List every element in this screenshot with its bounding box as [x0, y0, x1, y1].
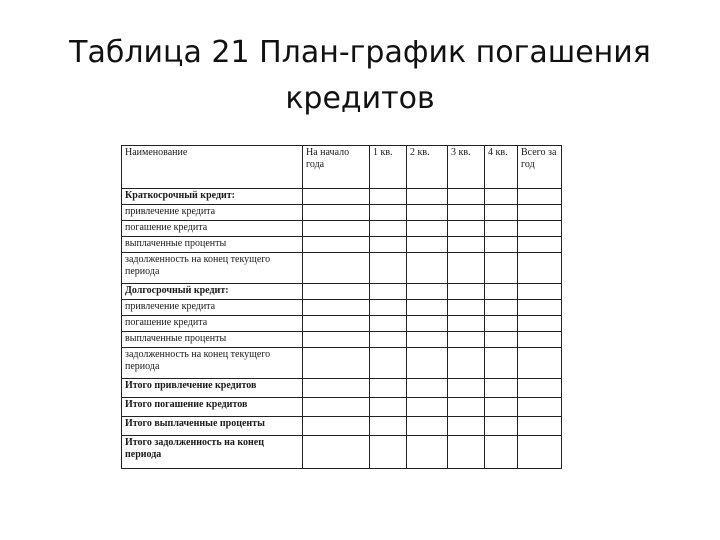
table-row [122, 189, 562, 205]
slide-title-line-2: кредитов [285, 81, 435, 116]
empty-cell [303, 237, 370, 253]
empty-cell [370, 205, 407, 221]
empty-cell [303, 300, 370, 316]
empty-cell [448, 221, 485, 237]
slide-title [0, 30, 720, 122]
empty-cell [518, 348, 562, 379]
empty-cell [370, 436, 407, 469]
empty-cell [407, 316, 448, 332]
empty-cell [485, 253, 518, 284]
empty-cell [303, 379, 370, 398]
empty-cell [485, 436, 518, 469]
empty-cell [370, 316, 407, 332]
empty-cell [303, 253, 370, 284]
empty-cell [448, 398, 485, 417]
empty-cell [303, 436, 370, 469]
table-row [122, 398, 562, 417]
empty-cell [370, 300, 407, 316]
table-header-row [122, 146, 562, 189]
empty-cell [370, 189, 407, 205]
table-row [122, 316, 562, 332]
table-row [122, 436, 562, 469]
empty-cell [448, 237, 485, 253]
row-label: Итого привлечение кредитов [122, 379, 303, 398]
empty-cell [303, 398, 370, 417]
empty-cell [370, 221, 407, 237]
empty-cell [518, 398, 562, 417]
row-label: привлечение кредита [122, 205, 303, 221]
column-header-q1: 1 кв. [370, 146, 407, 189]
table-row [122, 379, 562, 398]
empty-cell [518, 253, 562, 284]
row-label: Итого задолженность на конец периода [122, 436, 303, 469]
loan-repayment-schedule-table [121, 145, 562, 469]
empty-cell [303, 348, 370, 379]
empty-cell [518, 379, 562, 398]
empty-cell [448, 253, 485, 284]
empty-cell [518, 284, 562, 300]
empty-cell [485, 284, 518, 300]
empty-cell [485, 417, 518, 436]
table-row [122, 221, 562, 237]
empty-cell [485, 379, 518, 398]
column-header-q4: 4 кв. [485, 146, 518, 189]
empty-cell [370, 379, 407, 398]
empty-cell [518, 436, 562, 469]
empty-cell [407, 221, 448, 237]
empty-cell [303, 284, 370, 300]
slide-title-line-1: Таблица 21 План-график погашения [69, 35, 651, 70]
empty-cell [370, 398, 407, 417]
empty-cell [448, 348, 485, 379]
row-label: выплаченные проценты [122, 237, 303, 253]
column-header-start-of-year: На начало года [303, 146, 370, 189]
empty-cell [303, 417, 370, 436]
empty-cell [407, 253, 448, 284]
table-row [122, 348, 562, 379]
row-label: погашение кредита [122, 221, 303, 237]
empty-cell [518, 417, 562, 436]
empty-cell [448, 284, 485, 300]
empty-cell [448, 300, 485, 316]
empty-cell [518, 221, 562, 237]
row-label: задолженность на конец текущего периода [122, 253, 303, 284]
row-label: задолженность на конец текущего периода [122, 348, 303, 379]
column-header-year-total: Всего за год [518, 146, 562, 189]
table-row [122, 205, 562, 221]
empty-cell [303, 332, 370, 348]
table-row [122, 332, 562, 348]
table-body [122, 189, 562, 469]
empty-cell [448, 417, 485, 436]
table-row [122, 300, 562, 316]
empty-cell [485, 189, 518, 205]
table-row [122, 237, 562, 253]
column-header-q3: 3 кв. [448, 146, 485, 189]
table-row [122, 284, 562, 300]
row-label: погашение кредита [122, 316, 303, 332]
empty-cell [407, 398, 448, 417]
table-row [122, 253, 562, 284]
empty-cell [303, 221, 370, 237]
empty-cell [518, 332, 562, 348]
row-label: Долгосрочный кредит: [122, 284, 303, 300]
empty-cell [370, 284, 407, 300]
column-header-name: Наименование [122, 146, 303, 189]
empty-cell [448, 205, 485, 221]
table-row [122, 417, 562, 436]
empty-cell [407, 436, 448, 469]
empty-cell [485, 300, 518, 316]
empty-cell [518, 237, 562, 253]
empty-cell [485, 205, 518, 221]
empty-cell [407, 205, 448, 221]
empty-cell [485, 332, 518, 348]
empty-cell [407, 237, 448, 253]
empty-cell [407, 379, 448, 398]
empty-cell [407, 189, 448, 205]
empty-cell [303, 205, 370, 221]
empty-cell [407, 417, 448, 436]
empty-cell [370, 332, 407, 348]
empty-cell [370, 237, 407, 253]
empty-cell [407, 348, 448, 379]
empty-cell [407, 332, 448, 348]
empty-cell [407, 284, 448, 300]
empty-cell [485, 221, 518, 237]
empty-cell [370, 417, 407, 436]
empty-cell [518, 316, 562, 332]
empty-cell [485, 316, 518, 332]
empty-cell [448, 316, 485, 332]
empty-cell [370, 348, 407, 379]
row-label: Итого выплаченные проценты [122, 417, 303, 436]
empty-cell [303, 189, 370, 205]
empty-cell [448, 379, 485, 398]
column-header-q2: 2 кв. [407, 146, 448, 189]
empty-cell [303, 316, 370, 332]
empty-cell [485, 348, 518, 379]
row-label: Краткосрочный кредит: [122, 189, 303, 205]
empty-cell [448, 332, 485, 348]
empty-cell [518, 189, 562, 205]
empty-cell [518, 300, 562, 316]
empty-cell [518, 205, 562, 221]
row-label: Итого погашение кредитов [122, 398, 303, 417]
row-label: привлечение кредита [122, 300, 303, 316]
empty-cell [448, 189, 485, 205]
empty-cell [485, 237, 518, 253]
empty-cell [448, 436, 485, 469]
empty-cell [485, 398, 518, 417]
row-label: выплаченные проценты [122, 332, 303, 348]
empty-cell [370, 253, 407, 284]
empty-cell [407, 300, 448, 316]
